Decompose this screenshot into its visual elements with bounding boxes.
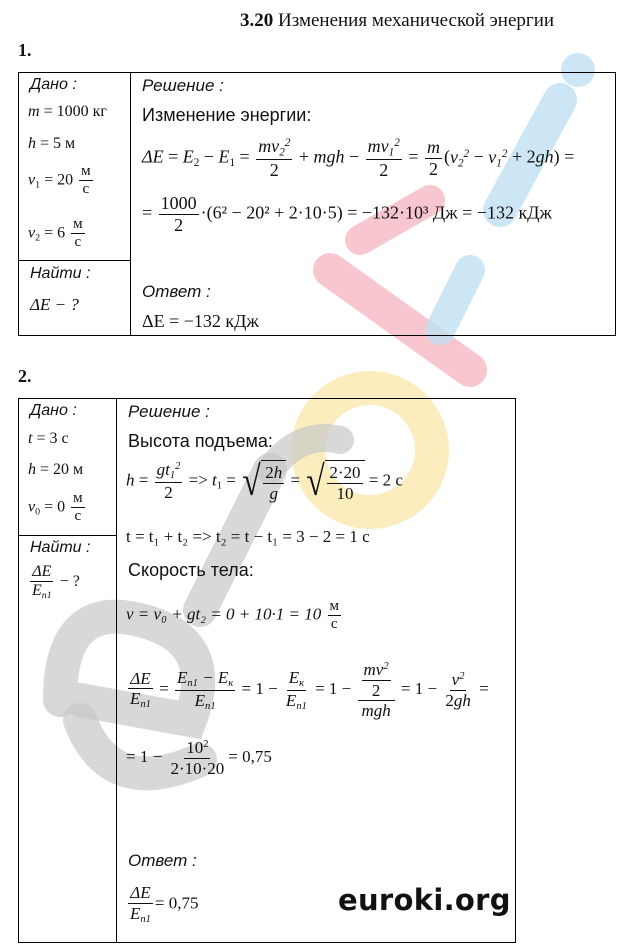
answer-label: Ответ : [142,282,211,301]
section-title [240,10,554,32]
section-heading: Изменения механической энергии [278,10,555,31]
find-delta-e: ΔE − ? [30,295,79,314]
euroki-logo: euroki.org [338,883,511,917]
given-label: Дано : [30,76,77,93]
find-ratio: $\frac{\Delta E}{E_{п1}}$ − ? [32,563,80,602]
given-height: h = 5 м [28,135,76,152]
energy-change-formula: $\Delta E = E_2 - E_1$ = $\frac{mv_2^2}{2}$ + mgh − $\frac{mv_1^2}{2}$ = $\frac{m}{2}$ $(v_2^2 - v_1^2 + 2gh)$ = [142,136,575,181]
answer-ratio: $\frac{\Delta E}{E_{п1}}$ = 0,75 [130,883,199,925]
find-label: Найти : [30,265,91,282]
time-formula: h = $\frac{gt_1^2}{2}$ => $t_1$ = √ $\frac{2h}{g}$ = √ $\frac{2\cdot 20}{10}$ = 2 с [126,458,403,505]
given-label-2: Дано : [30,402,77,419]
speed-formula: v = v₀ + gt₂ = 0 + 10·1 = 10 $\frac{м}{с}$ [126,598,339,633]
given-height-2: h = 20 м [28,461,84,478]
solution-label: Решение : [142,76,224,95]
height-heading: Высота подъема: [128,431,273,451]
energy-change-calc: = $\frac{1000}{2}$ ·(6² − 20² + 2·10·5) = −132·10³ Дж = −132 кДж [142,193,552,235]
given-v0: $v_0 = 0$ $\frac{м}{с}$ [28,490,83,525]
given-v2: $v_2 = 6$ $\frac{м}{с}$ [28,216,83,251]
given-v1: $v_1 = 20$ $\frac{м}{с}$ [28,163,91,198]
answer-value: ΔE = −132 кДж [142,311,259,331]
speed-heading: Скорость тела: [128,560,254,580]
solution-label-2: Решение : [128,402,210,421]
ratio-formula: $\frac{\Delta E}{E_{п1}}$ = $\frac{E_{п1} - E_к}{E_{п1}}$ = 1 − $\frac{E_к}{E_{п1}}$ = 1 − $\frac{\frac{mv^2}{2}}{\text{mgh}}$ = 1 − $\frac{v^2}{2gh}$ = [130,660,489,721]
problem-2-number: 2. [18,366,32,386]
given-time: t = 3 с [28,430,69,447]
problem-1-number: 1. [18,40,32,60]
solution-heading: Изменение энергии: [142,105,312,125]
ratio-calc: = 1 − $\frac{10^2}{2\cdot 10\cdot 20}$ = 0,75 [126,738,272,778]
find-label-2: Найти : [30,539,91,556]
section-number: 3.20 [240,10,274,31]
answer-label-2: Ответ : [128,851,197,870]
given-mass: m = 1000 кг [28,103,107,120]
time-line: t = t₁ + t₂ => t₂ = t − t₁ = 3 − 2 = 1 с [126,527,370,546]
